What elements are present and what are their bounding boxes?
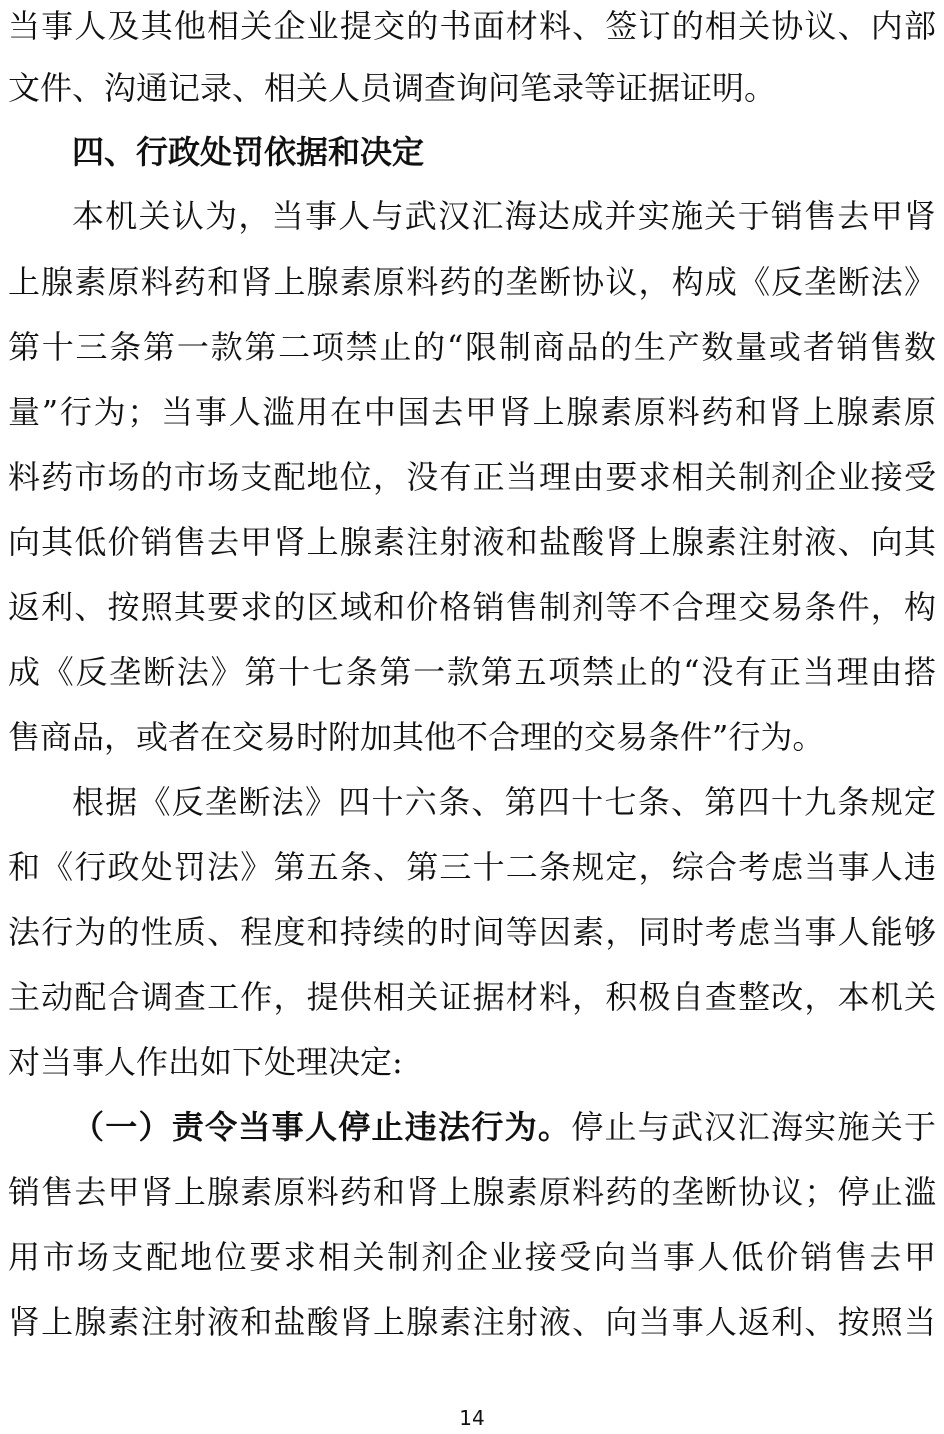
body-line-2: 文件、沟通记录、相关人员调查询问笔录等证据证明。	[8, 69, 777, 107]
section-heading: 四、行政处罚依据和决定	[72, 133, 425, 171]
body-line-16: 主动配合调查工作，提供相关证据材料，积极自查整改，本机关	[8, 978, 936, 1016]
body-line-14: 和《行政处罚法》第五条、第三十二条规定，综合考虑当事人违	[8, 848, 936, 886]
body-line-12: 售商品，或者在交易时附加其他不合理的交易条件”行为。	[8, 718, 825, 756]
body-line-20: 用市场支配地位要求相关制剂企业接受向当事人低价销售去甲	[8, 1238, 936, 1276]
page-number: 14	[459, 1406, 485, 1430]
body-line-6: 第十三条第一款第二项禁止的“限制商品的生产数量或者销售数	[8, 328, 936, 366]
body-line-13: 根据《反垄断法》四十六条、第四十七条、第四十九条规定	[72, 783, 936, 821]
body-line-4: 本机关认为，当事人与武汉汇海达成并实施关于销售去甲肾	[72, 197, 936, 235]
body-line-5: 上腺素原料药和肾上腺素原料药的垄断协议，构成《反垄断法》	[8, 263, 936, 301]
body-line-8: 料药市场的市场支配地位，没有正当理由要求相关制剂企业接受	[8, 458, 936, 496]
body-line-7: 量”行为；当事人滥用在中国去甲肾上腺素原料药和肾上腺素原	[8, 393, 936, 431]
body-line-9: 向其低价销售去甲肾上腺素注射液和盐酸肾上腺素注射液、向其	[8, 523, 936, 561]
decision-item-text: 停止与武汉汇海实施关于	[571, 1108, 936, 1146]
body-line-15: 法行为的性质、程度和持续的时间等因素，同时考虑当事人能够	[8, 913, 936, 951]
body-line-10: 返利、按照其要求的区域和价格销售制剂等不合理交易条件，构	[8, 588, 936, 626]
body-line-21: 肾上腺素注射液和盐酸肾上腺素注射液、向当事人返利、按照当	[8, 1303, 936, 1341]
body-line-11: 成《反垄断法》第十七条第一款第五项禁止的“没有正当理由搭	[8, 653, 936, 691]
decision-item-line	[72, 1101, 936, 1153]
body-line-17: 对当事人作出如下处理决定:	[8, 1043, 403, 1081]
body-line-19: 销售去甲肾上腺素原料药和肾上腺素原料药的垄断协议；停止滥	[8, 1173, 936, 1211]
body-line-1: 当事人及其他相关企业提交的书面材料、签订的相关协议、内部	[8, 7, 936, 45]
decision-item-lead: （一）责令当事人停止违法行为。	[72, 1108, 572, 1146]
